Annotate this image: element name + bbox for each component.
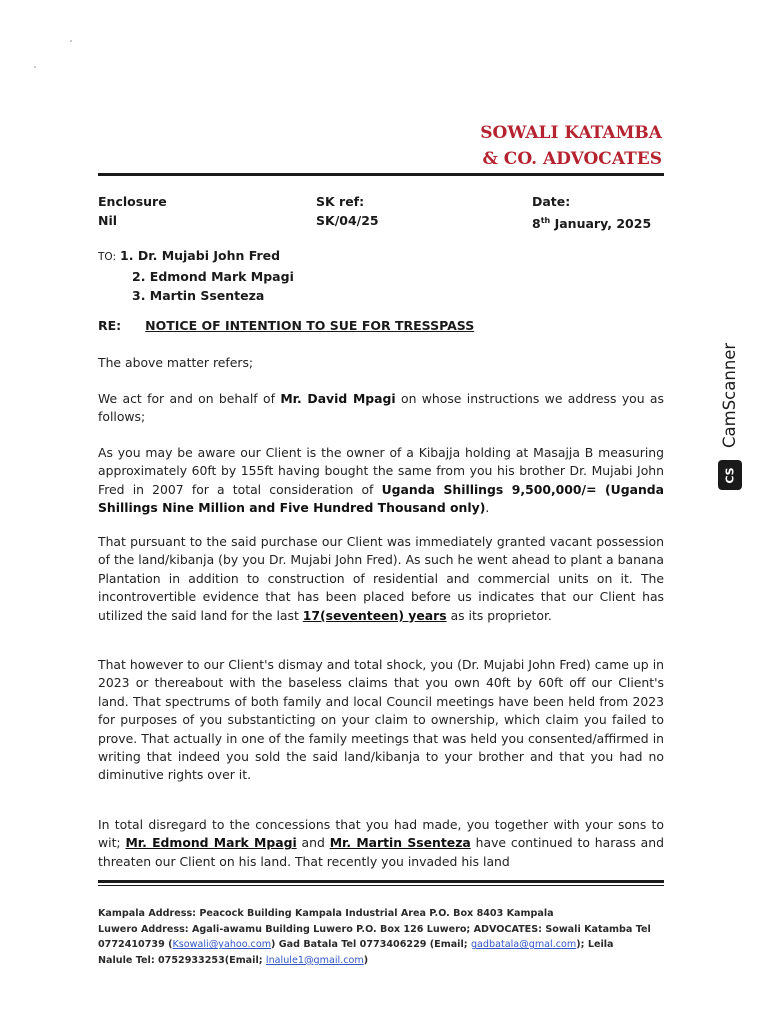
- reference-block: [316, 192, 379, 230]
- paragraph-6: [98, 816, 664, 871]
- date-suffix: th: [540, 216, 551, 225]
- email-link-ksowali[interactable]: Ksowali@yahoo.com: [172, 939, 272, 951]
- footer-addresses: [98, 906, 664, 968]
- p2-text-c: on whose instructions we address you as follows;: [98, 391, 664, 425]
- footer-tel1: 0772410739 (: [98, 939, 173, 951]
- camscanner-logo-text: CS: [723, 466, 737, 484]
- enclosure-label: Enclosure: [98, 194, 167, 209]
- ref-label: SK ref:: [316, 194, 365, 209]
- footer-leila: ); Leila: [576, 939, 614, 951]
- paragraph-2: [98, 390, 664, 427]
- paragraph-4: [98, 533, 664, 625]
- son-name-2: Mr. Martin Ssenteza: [329, 835, 471, 851]
- enclosure-block: [98, 192, 167, 230]
- p4-text-a: That pursuant to the said purchase our Client was immediately granted vacant possession of the land/kibanja (by you Dr. Mujabi John Fred). As such he went ahead to plant a banana Plantation in addition to construction of residential and commercial units on it. The incontrovertible evidence that has been placed before us indicates that our Client has utilized the said land for the last: [98, 534, 664, 623]
- son-name-1: Mr. Edmond Mark Mpagi: [125, 835, 297, 851]
- p6-text-e: have continued to harass and threaten our Client on his land. That recently you invaded his land: [98, 835, 664, 869]
- footer-nalule: Nalule Tel: 0752933253(Email;: [98, 954, 266, 966]
- client-name: Mr. David Mpagi: [280, 391, 396, 406]
- consideration-amount: Uganda Shillings 9,500,000/= (Uganda Shillings Nine Million and Five Hundred Thousand only): [98, 481, 664, 516]
- p4-text-c: as its proprietor.: [446, 607, 552, 623]
- paragraph-3: [98, 444, 664, 518]
- firm-name-line1: SOWALI KATAMBA: [480, 123, 662, 143]
- footer-luwero-address: Luwero Address: Agali-awamu Building Luwero P.O. Box 126 Luwero; ADVOCATES: Sowali Katamba Tel: [98, 923, 651, 935]
- subject-line: [98, 318, 474, 333]
- ref-value: SK/04/25: [316, 213, 379, 228]
- firm-name-line2: & CO. ADVOCATES: [482, 149, 662, 169]
- email-link-lnalule[interactable]: lnalule1@gmail.com: [265, 954, 364, 966]
- footer-rule: [98, 880, 664, 883]
- date-rest: January, 2025: [550, 216, 652, 232]
- years-of-use: 17(seventeen) years: [302, 607, 447, 623]
- footer-close: ): [363, 954, 369, 966]
- recipients-block: [98, 246, 294, 305]
- subject-label: RE:: [98, 318, 122, 333]
- scan-speck: [34, 66, 36, 68]
- scan-speck: [70, 40, 72, 42]
- p3-text-a: As you may be aware our Client is the owner of a Kibajja holding at Masajja B measuring approximately 60ft by 155ft having bought the same from you his brother Dr. Mujabi John Fred in 2007 for a total consideration of: [98, 445, 664, 497]
- p6-text-a: In total disregard to the concessions that you had made, you together with your sons to wit;: [98, 817, 664, 851]
- camscanner-logo-icon: [718, 460, 742, 490]
- date-label: Date:: [532, 194, 571, 209]
- email-link-gadbatala[interactable]: gadbatala@gmal.com: [470, 939, 577, 951]
- footer-contacts-line: [98, 937, 664, 953]
- footer-kampala-address: Kampala Address: Peacock Building Kampala Industrial Area P.O. Box 8403 Kampala: [98, 908, 554, 919]
- date-value: [532, 211, 651, 233]
- footer-gad: ) Gad Batala Tel 0773406229 (Email;: [271, 939, 471, 951]
- camscanner-watermark-text: CamScanner: [720, 342, 739, 448]
- p2-text-a: We act for and on behalf of: [98, 391, 281, 406]
- date-day: 8: [532, 216, 541, 232]
- p6-text-c: and: [296, 835, 330, 851]
- footer-nalule-line: [98, 953, 664, 969]
- paragraph-1: The above matter refers;: [98, 355, 254, 370]
- footer-rule-thin: [98, 885, 664, 886]
- recipient-1: 1. Dr. Mujabi John Fred: [120, 248, 281, 263]
- recipient-3: 3. Martin Ssenteza: [132, 288, 265, 303]
- header-rule: [98, 173, 664, 176]
- enclosure-value: Nil: [98, 213, 118, 228]
- to-label: TO:: [98, 251, 117, 263]
- p3-text-c: .: [485, 500, 490, 516]
- subject-title: NOTICE OF INTENTION TO SUE FOR TRESSPASS: [145, 318, 475, 333]
- date-block: [532, 192, 651, 233]
- paragraph-5: That however to our Client's dismay and total shock, you (Dr. Mujabi John Fred) came up in 2023 or thereabout with the baseless claims that you own 40ft by 60ft off our Client's land. That spectrums of both family and local Council meetings have been held from 2023 for purposes of you substanticting on your claim to ownership, which claim you failed to prove. That actually in one of the family meetings that was held you consented/affirmed in writing that indeed you sold the said land/kibanja to your brother and that you had no diminutive rights over it.: [98, 657, 664, 783]
- recipient-2: 2. Edmond Mark Mpagi: [132, 269, 294, 284]
